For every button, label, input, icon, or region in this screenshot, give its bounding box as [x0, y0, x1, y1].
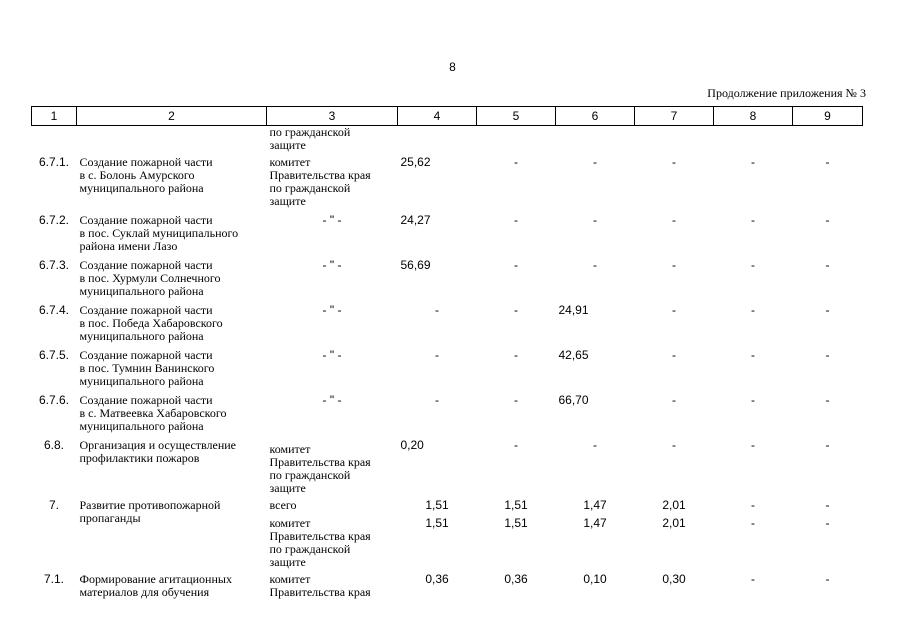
cell-col4: 1,51 [425, 498, 449, 512]
row-number: 7. [48, 498, 59, 512]
cell-col4: - [435, 303, 439, 317]
table-row [32, 212, 863, 257]
cell-col8: - [751, 303, 755, 317]
cell-col4: - [435, 348, 439, 362]
row-name: Создание пожарной части в пос. Хурмули Солнечного муниципального района [79, 258, 221, 298]
row-number: 7.1. [43, 572, 64, 586]
row-number: 6.7.4. [38, 303, 70, 317]
table-row [32, 392, 863, 437]
cell-col9: - [825, 438, 830, 452]
cell-col5: - [514, 303, 518, 317]
row-name: Создание пожарной части в пос. Победа Хабаровского муниципального района [79, 303, 223, 343]
cell-col9: - [825, 393, 830, 407]
cell-col5: 0,36 [504, 572, 528, 586]
cell-col5: 1,51 [504, 498, 528, 512]
row-executor: комитет Правительства края по гражданской защите [269, 516, 371, 569]
row-executor: - " - [322, 393, 342, 407]
cell-col4: 24,27 [400, 213, 431, 227]
row-executor: - " - [322, 348, 342, 362]
cell-col6: - [593, 438, 597, 452]
cell-col7: - [672, 258, 676, 272]
row-number: 6.7.2. [38, 213, 70, 227]
cell-col8: - [751, 572, 755, 586]
row-executor: всего [269, 498, 297, 512]
cell-col4: 25,62 [400, 155, 431, 169]
continuation-title: Продолжение приложения № 3 [707, 86, 866, 100]
header-row [32, 107, 863, 126]
row-executor: комитет Правительства края [269, 572, 371, 599]
row-executor: комитет Правительства края по гражданской защите [269, 442, 371, 495]
cell-col4: 1,51 [425, 516, 449, 530]
cell-col5: - [514, 258, 518, 272]
column-header-1: 1 [32, 107, 77, 126]
row-executor: - " - [322, 303, 342, 317]
table-row [32, 257, 863, 302]
cell-col8: - [751, 213, 755, 227]
cell-col9: - [825, 516, 830, 530]
cell-col5: - [514, 438, 518, 452]
row-name: Организация и осуществление профилактики пожаров [79, 438, 237, 465]
cell-col6: 42,65 [558, 348, 589, 362]
page-number: 8 [449, 60, 456, 74]
cell-col7: - [672, 393, 676, 407]
table-row [32, 302, 863, 347]
row-number: 6.7.6. [38, 393, 70, 407]
cell-col6: - [593, 258, 597, 272]
carryover-row [32, 126, 863, 155]
cell-col7: - [672, 438, 676, 452]
cell-col9: - [825, 258, 830, 272]
column-header-4: 4 [398, 107, 477, 126]
cell-col7: - [672, 213, 676, 227]
cell-col9: - [825, 213, 830, 227]
table-row [32, 571, 863, 603]
row-executor: комитет Правительства края по гражданской защите [269, 155, 371, 208]
cell-col4: 56,69 [400, 258, 431, 272]
cell-col5: - [514, 393, 518, 407]
row-name: Создание пожарной части в с. Матвеевка Хабаровского муниципального района [79, 393, 227, 433]
cell-col6: 66,70 [558, 393, 589, 407]
cell-col4: - [435, 393, 439, 407]
cell-col8: - [751, 155, 755, 169]
cell-col5: 1,51 [504, 516, 528, 530]
row-number: 6.7.1. [38, 155, 70, 169]
cell-col8: - [751, 498, 755, 512]
row-name: Создание пожарной части в пос. Суклай муниципального района имени Лазо [79, 213, 239, 253]
table-row [32, 437, 863, 497]
column-header-9: 9 [793, 107, 863, 126]
cell-col9: - [825, 303, 830, 317]
cell-col7: - [672, 303, 676, 317]
cell-col7: 2,01 [662, 498, 686, 512]
row-name: Создание пожарной части в с. Болонь Амурского муниципального района [79, 155, 213, 195]
row-number: 6.8. [43, 438, 64, 452]
row-executor: - " - [322, 213, 342, 227]
row-number: 6.7.5. [38, 348, 70, 362]
table-row [32, 497, 863, 515]
column-header-5: 5 [477, 107, 556, 126]
cell-col7: - [672, 348, 676, 362]
table-row [32, 347, 863, 392]
row-name: Формирование агитационных материалов для обучения [79, 572, 232, 599]
cell-col5: - [514, 155, 518, 169]
row-name: Создание пожарной части в пос. Тумнин Ванинского муниципального района [79, 348, 215, 388]
cell-col5: - [514, 213, 518, 227]
cell-col9: - [825, 498, 830, 512]
column-header-2: 2 [77, 107, 267, 126]
cell-col7: 0,30 [662, 572, 686, 586]
table-row [32, 154, 863, 212]
cell-col8: - [751, 516, 755, 530]
cell-col6: - [593, 213, 597, 227]
cell-col9: - [825, 348, 830, 362]
cell-col5: - [514, 348, 518, 362]
cell-col6: 1,47 [583, 516, 607, 530]
cell-col7: - [672, 155, 676, 169]
cell-col4: 0,36 [425, 572, 449, 586]
cell-col6: 0,10 [583, 572, 607, 586]
cell-col6: 24,91 [558, 303, 589, 317]
cell-col8: - [751, 258, 755, 272]
row-executor: - " - [322, 258, 342, 272]
cell-col9: - [825, 572, 830, 586]
cell-col9: - [825, 155, 830, 169]
row-name: Развитие противопожарной пропаганды [79, 498, 221, 525]
cell-col8: - [751, 348, 755, 362]
cell-col6: - [593, 155, 597, 169]
column-header-6: 6 [556, 107, 635, 126]
column-header-8: 8 [714, 107, 793, 126]
cell-col4: 0,20 [400, 438, 424, 452]
cell-col8: - [751, 438, 755, 452]
cell-col6: 1,47 [583, 498, 607, 512]
appendix-table [31, 106, 863, 603]
column-header-3: 3 [267, 107, 398, 126]
cell-col7: 2,01 [662, 516, 686, 530]
row-number: 6.7.3. [38, 258, 70, 272]
cell-col8: - [751, 393, 755, 407]
carryover-text: по гражданской защите [269, 125, 351, 152]
column-header-7: 7 [635, 107, 714, 126]
